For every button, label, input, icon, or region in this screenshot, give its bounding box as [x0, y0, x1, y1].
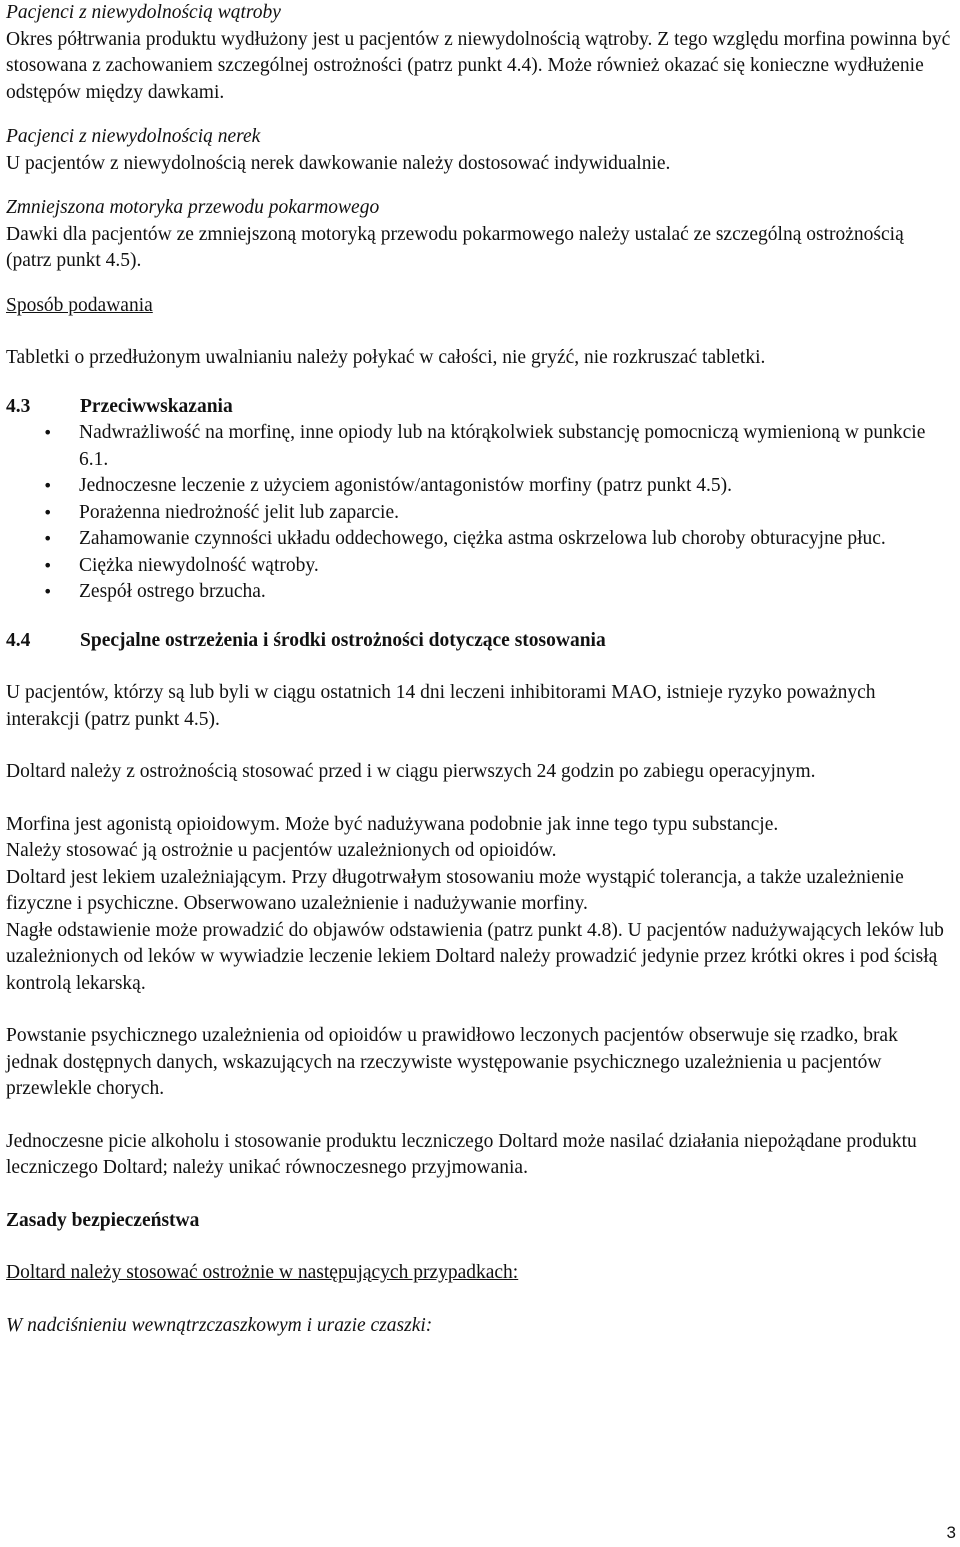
kidney-heading: Pacjenci z niewydolnością nerek — [6, 126, 261, 147]
kidney-text: U pacjentów z niewydolnością nerek dawkowanie należy dostosować indywidualnie. — [6, 152, 671, 174]
safety-heading: Zasady bezpieczeństwa — [6, 1209, 200, 1231]
section-4-4-heading — [6, 628, 954, 655]
administration-heading: Sposób podawania — [6, 294, 153, 316]
icp-heading: W nadciśnieniu wewnątrzczaszkowym i urazie czaszki: — [6, 1314, 433, 1336]
liver-heading: Pacjenci z niewydolnością wątroby — [6, 2, 281, 23]
list-item: • Jednoczesne leczenie z użyciem agonistów/antagonistów morfiny (patrz punkt 4.5). — [6, 473, 954, 500]
liver-text: Okres półtrwania produktu wydłużony jest u pacjentów z niewydolnością wątroby. Z tego względu morfina powinna być stosowana z zachowaniem szczególnej ostrożności (patrz punkt 4.4). Może również okazać się konieczne wydłużenie odstępów między dawkami. — [6, 28, 951, 103]
list-item: • Nadwrażliwość na morfinę, inne opiody lub na którąkolwiek substancję pomocniczą wymienioną w punkcie 6.1. — [6, 420, 954, 473]
list-item: • Ciężka niewydolność wątroby. — [6, 553, 954, 580]
section-title: Specjalne ostrzeżenia i środki ostrożności dotyczące stosowania — [80, 629, 606, 651]
motility-heading: Zmniejszona motoryka przewodu pokarmowego — [6, 197, 380, 218]
administration-text: Tabletki o przedłużonym uwalnianiu należy połykać w całości, nie gryźć, nie rozkruszać tabletki. — [6, 347, 766, 368]
document-page — [6, 0, 954, 1339]
page-number: 3 — [946, 1523, 956, 1542]
text-line: Doltard jest lekiem uzależniającym. Przy długotrwałym stosowaniu może wystąpić tolerancja, a także uzależnienie fizyczne i psychiczne. Obserwowano uzależnienie i nadużywanie morfiny. — [6, 866, 904, 914]
section-number: 4.4 — [6, 629, 31, 651]
paragraph-alcohol: Jednoczesne picie alkoholu i stosowanie produktu leczniczego Doltard może nasilać działania niepożądane produktu leczniczego Doltard; należy unikać równoczesnego przyjmowania. — [6, 1130, 917, 1178]
list-item: • Zespół ostrego brzucha. — [6, 579, 954, 606]
motility-text: Dawki dla pacjentów ze zmniejszoną motoryką przewodu pokarmowego należy ustalać ze szczególną ostrożnością (patrz punkt 4.5). — [6, 223, 904, 271]
paragraph-mao: U pacjentów, którzy są lub byli w ciągu ostatnich 14 dni leczeni inhibitorami MAO, istnieje ryzyko poważnych interakcji (patrz punkt 4.5). — [6, 682, 876, 730]
paragraph-psychological-dependence: Powstanie psychicznego uzależnienia od opioidów u prawidłowo leczonych pacjentów obserwuje się rzadko, brak jednak dostępnych danych, wskazujących na rzeczywiste występowanie psychicznego uzależnienia u pacjentów przewlekle chorych. — [6, 1025, 898, 1099]
section-4-3-heading — [6, 394, 954, 421]
text-line: Należy stosować ją ostrożnie u pacjentów uzależnionych od opioidów. — [6, 840, 557, 861]
list-item: • Porażenna niedrożność jelit lub zaparcie. — [6, 500, 954, 527]
text-line: Nagłe odstawienie może prowadzić do objawów odstawienia (patrz punkt 4.8). U pacjentów nadużywających leków lub uzależnionych od leków w wywiadzie leczenie lekiem Doltard należy prowadzić jedynie przez krótki okres i pod ścisłą kontrolą lekarską. — [6, 919, 944, 994]
section-number: 4.3 — [6, 395, 31, 417]
safety-intro: Doltard należy stosować ostrożnie w następujących przypadkach: — [6, 1262, 519, 1283]
paragraph-surgery: Doltard należy z ostrożnością stosować przed i w ciągu pierwszych 24 godzin po zabiegu operacyjnym. — [6, 761, 816, 782]
text-line: Morfina jest agonistą opioidowym. Może być nadużywana podobnie jak inne tego typu substancje. — [6, 813, 779, 835]
contraindications-list — [6, 420, 954, 606]
paragraph-dependence — [6, 812, 954, 998]
section-title: Przeciwwskazania — [80, 395, 233, 417]
list-item: • Zahamowanie czynności układu oddechowego, ciężka astma oskrzelowa lub choroby obturacyjne płuc. — [6, 526, 954, 553]
